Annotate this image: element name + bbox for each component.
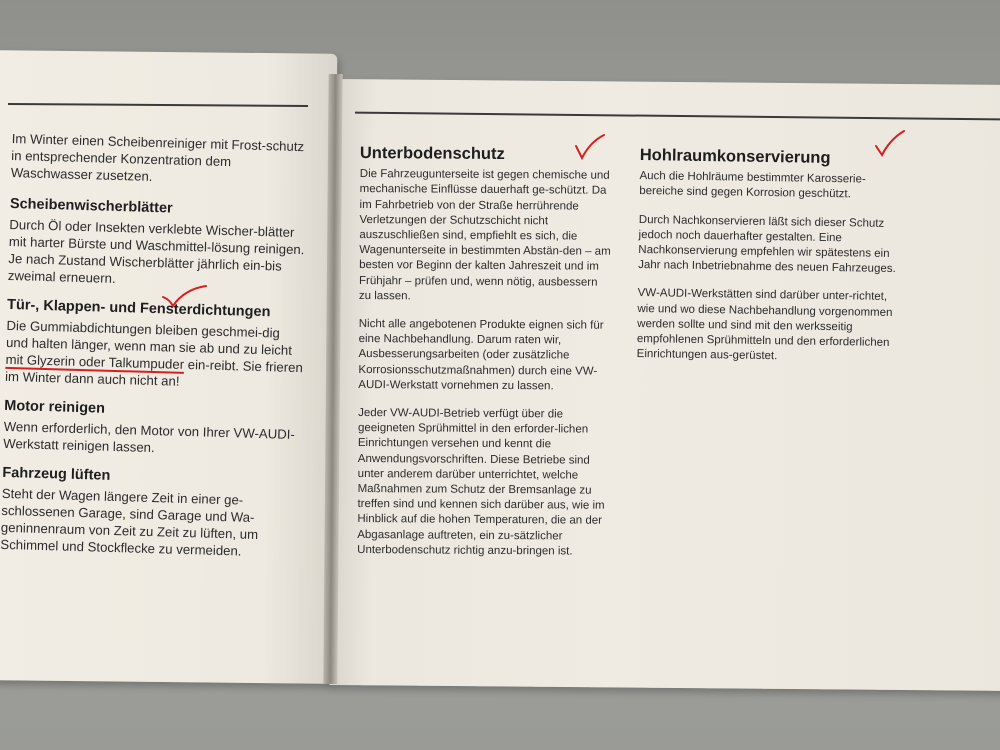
checkmark-icon <box>572 132 608 162</box>
underbody-paragraph-1: Die Fahrzeugunterseite ist gegen chemische und mechanische Einflüsse dauerhaft ge-schützt. Da im Fahrbetrieb von der Straße herrührende Verletzungen der Schutzschicht nicht auszuschließen sind, empfiehlt es sich, die Wagenunterseite in bestimmten Abstän-den – am besten vor Beginn der kalten Jahreszeit und im Frühjahr – prüfen und, wenn nötig, ausbessern zu lassen. <box>358 168 611 303</box>
heading-unterbodenschutz: Unterbodenschutz <box>359 143 505 164</box>
hohlraum-heading-row <box>640 145 902 169</box>
motor-paragraph: Wenn erforderlich, den Motor von Ihrer VW-AUDI-Werkstatt reinigen lassen. <box>3 418 296 456</box>
wiper-paragraph-2: Je nach Zustand Wischerblätter jährlich ein-bis zweimal erneuern. <box>7 250 282 286</box>
heading-motor-reinigen: Motor reinigen <box>4 397 106 417</box>
heading-hohlraumkonservierung: Hohlraumkonservierung <box>639 145 831 167</box>
cavity-paragraph-3: VW-AUDI-Werkstätten sind darüber unter-richtet, wie und wo diese Nachbehandlung vorgenommen werden sollte und sind mit den werksseitig empfohlenen Sprühmitteln und den erforderlichen Einrichtungen aus-gerüstet. <box>636 287 893 363</box>
underbody-paragraph-3: Jeder VW-AUDI-Betrieb verfügt über die geeigneten Sprühmittel in den erforder-lichen Einrichtungen versehen und kennt die Anwendungsvorschriften. Diese Betriebe sind unter anderem darüber unterrichtet, welche Maßnahmen zum Schutz der Bremsanlage zu treffen sind und kennen sich darüber aus, wie im Hinblick auf die hohen Temperaturen, die an der Abgasanlage auftreten, ein zu-sätzlicher Unterbodenschutz richtig anzu-bringen ist. <box>357 407 605 558</box>
heading-dichtungen: Tür-, Klappen- und Fensterdichtungen <box>6 296 271 321</box>
middle-column <box>357 143 612 573</box>
checkmark-icon <box>160 283 210 309</box>
right-column <box>636 145 902 380</box>
seals-text-before: Die Gummiabdichtungen bleiben geschmei-dig und halten länger, wenn man sie ab und zu leicht <box>5 317 293 358</box>
underbody-paragraph-2: Nicht alle angebotenen Produkte eignen sich für eine Nachbehandlung. Darum raten wir, Ausbesserungsarbeiten (oder zusätzliche Korrosionsschutzmaßnahmen) durch eine VW-AUDI-Werkstatt vornehmen zu lassen. <box>358 318 604 393</box>
wiper-paragraph-1: Durch Öl oder Insekten verklebte Wischer-blätter mit harter Bürste und Waschmittel-lösung reinigen. <box>8 216 305 258</box>
checkmark-icon <box>872 128 908 160</box>
cavity-paragraph-1: Auch die Hohlräume bestimmter Karosserie-bereiche sind gegen Korrosion geschützt. <box>639 170 866 201</box>
seals-text-after: ein-reibt. Sie frieren im Winter dann auch nicht an! <box>4 356 304 389</box>
cavity-paragraph-2: Durch Nachkonservieren läßt sich dieser Schutz jedoch noch dauerhafter gestalten. Eine Nachkonservierung empfehlen wir spätestens ein Jahr nach Inbetriebnahme des neuen Fahrzeuges. <box>638 213 896 276</box>
left-page-text <box>0 130 310 561</box>
ventilation-paragraph: Steht der Wagen längere Zeit in einer ge-schlossenen Garage, sind Garage und Wa-geninnenraum von Zeit zu Zeit zu lüften, um Schimmel und Stockflecke zu vermeiden. <box>0 485 259 559</box>
intro-paragraph: Im Winter einen Scheibenreiniger mit Frost-schutz in entsprechender Konzentration dem Waschwasser zusetzen. <box>10 130 305 184</box>
heading-fahrzeug-lueften: Fahrzeug lüften <box>2 464 111 484</box>
seals-text-underlined: mit Glyzerin oder Talkumpuder <box>5 351 185 372</box>
heading-scheibenwischerblaetter: Scheibenwischerblätter <box>9 195 173 217</box>
seals-paragraph <box>5 317 305 393</box>
